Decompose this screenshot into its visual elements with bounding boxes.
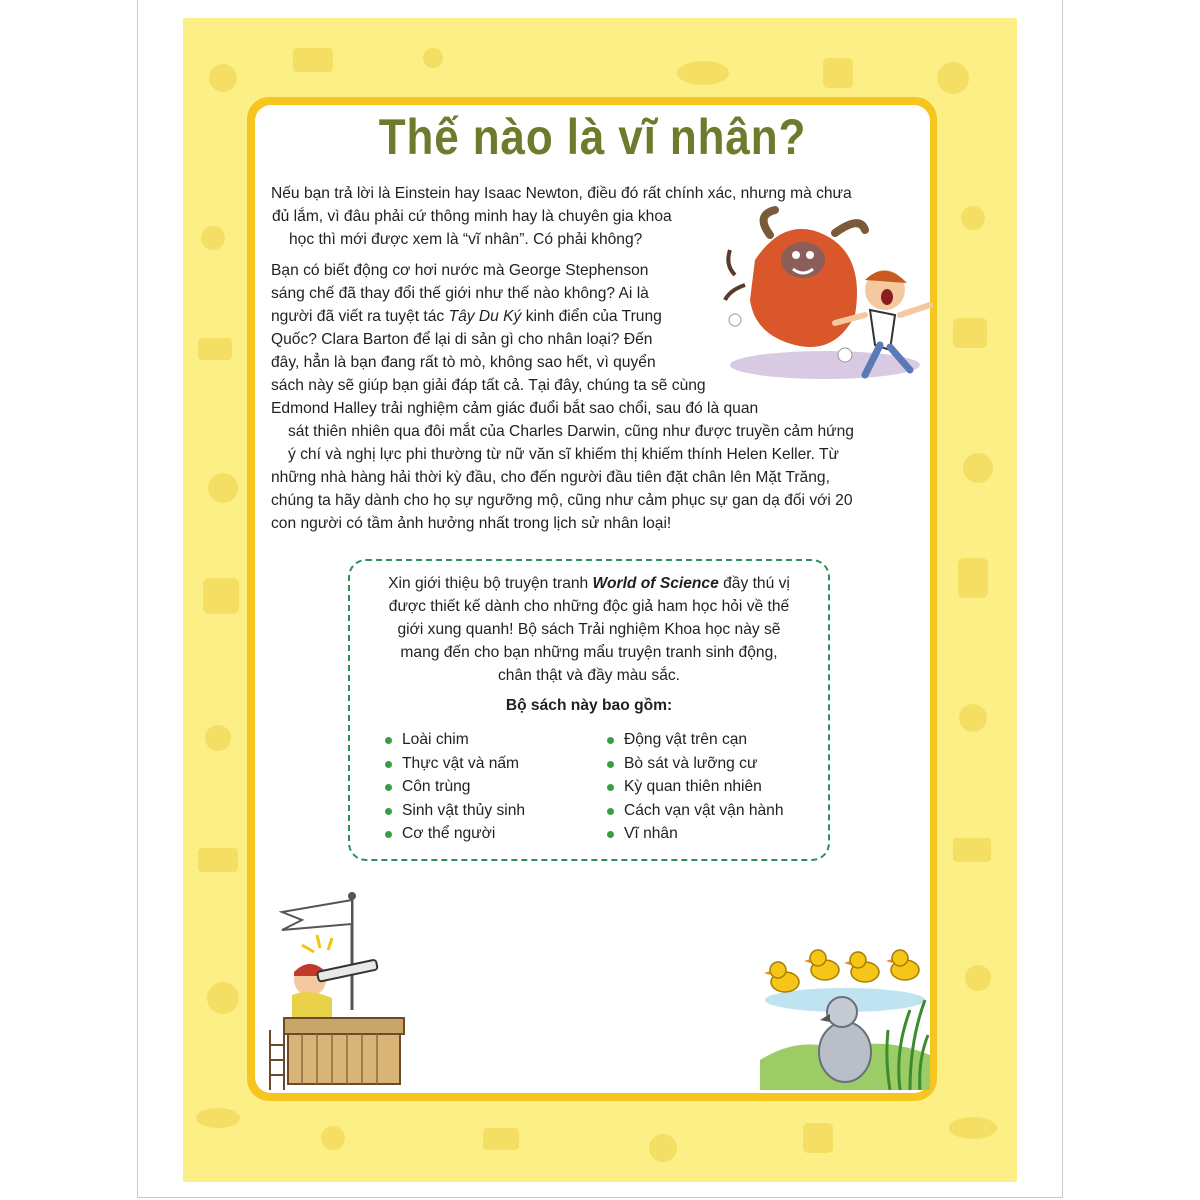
list-item-label: Vĩ nhân <box>624 825 678 842</box>
bullet-icon <box>385 831 392 838</box>
paragraph-2-line: Quốc? Clara Barton để lại di sản gì cho nhân loại? Đến <box>271 331 653 348</box>
intro-line: giới xung quanh! Bộ sách Trải nghiệm Khoa học này sẽ <box>397 621 781 638</box>
bullet-icon <box>607 737 614 744</box>
list-item-label: Bò sát và lưỡng cư <box>624 754 758 772</box>
intro-line <box>350 572 828 595</box>
paragraph-2-line: đây, hẳn là bạn đang rất tò mò, không sao hết, vì quyển <box>271 354 656 371</box>
series-list-left <box>385 728 525 846</box>
list-item <box>607 822 784 846</box>
ducklings-illustration <box>760 940 930 1090</box>
bullet-icon <box>385 808 392 815</box>
series-list-heading: Bộ sách này bao gồm: <box>505 697 673 714</box>
text-run: kinh điển của Trung <box>521 308 662 325</box>
paragraph-2-line: con người có tầm ảnh hưởng nhất trong lịch sử nhân loại! <box>271 515 672 532</box>
paragraph-1-line: đủ lắm, vì đâu phải cứ thông minh hay là chuyên gia khoa <box>272 208 672 225</box>
list-item-label: Cách vạn vật vận hành <box>624 801 784 819</box>
bullet-icon <box>385 784 392 791</box>
series-name: World of Science <box>592 575 719 592</box>
list-item-label: Thực vật và nấm <box>402 754 520 772</box>
paragraph-2-line: Bạn có biết động cơ hơi nước mà George Stephenson <box>271 262 649 279</box>
bullet-icon <box>385 737 392 744</box>
paragraph-1-line: Nếu bạn trả lời là Einstein hay Isaac Newton, điều đó rất chính xác, nhưng mà chưa <box>271 185 852 202</box>
book-title-italic: Tây Du Ký <box>448 308 522 325</box>
list-item <box>385 822 525 846</box>
monster-chasing-boy-illustration <box>715 205 940 385</box>
list-item-label: Côn trùng <box>402 778 471 795</box>
page-title: Thế nào là vĩ nhân? <box>378 109 807 165</box>
paragraph-2-line: ý chí và nghị lực phi thường từ nữ văn sĩ khiếm thị khiếm thính Helen Keller. Từ <box>288 446 839 463</box>
list-item-label: Động vật trên cạn <box>624 731 748 748</box>
series-list-right <box>607 728 784 846</box>
list-item <box>385 728 525 752</box>
lookout-telescope-illustration <box>262 890 422 1090</box>
list-item-label: Sinh vật thủy sinh <box>402 801 526 819</box>
text-run: người đã viết ra tuyệt tác <box>271 308 449 325</box>
paragraph-1-line: học thì mới được xem là “vĩ nhân”. Có phải không? <box>289 231 643 248</box>
text-run: đầy thú vị <box>718 575 790 592</box>
intro-line: được thiết kế dành cho những độc giả ham học hỏi về thế <box>388 598 790 615</box>
list-item-label: Kỳ quan thiên nhiên <box>624 778 762 795</box>
list-item <box>607 728 784 752</box>
list-item <box>385 775 525 799</box>
paragraph-2-line: sách này sẽ giúp bạn giải đáp tất cả. Tại đây, chúng ta sẽ cùng <box>271 377 706 394</box>
intro-line: mang đến cho bạn những mẩu truyện tranh sinh động, <box>400 644 778 661</box>
list-item <box>607 775 784 799</box>
list-item-label: Cơ thể người <box>402 825 496 842</box>
bullet-icon <box>607 808 614 815</box>
list-item <box>385 799 525 823</box>
paragraph-2-line: Edmond Halley trải nghiệm cảm giác đuổi bắt sao chổi, sau đó là quan <box>271 400 759 417</box>
paragraph-2-line: những nhà hàng hải thời kỳ đầu, cho đến người đầu tiên đặt chân lên Mặt Trăng, <box>271 469 830 486</box>
bullet-icon <box>607 784 614 791</box>
bullet-icon <box>607 831 614 838</box>
intro-line: chân thật và đầy màu sắc. <box>497 667 681 684</box>
paragraph-2-line: chúng ta hãy dành cho họ sự ngưỡng mộ, cũng như cảm phục sự gan dạ đối với 20 <box>271 492 853 509</box>
series-intro-text <box>350 572 828 687</box>
bullet-icon <box>385 761 392 768</box>
bullet-icon <box>607 761 614 768</box>
list-item-label: Loài chim <box>402 731 469 748</box>
paragraph-2-line: sáng chế đã thay đổi thế giới như thế nào không? Ai là <box>271 285 649 302</box>
paragraph-2-line: sát thiên nhiên qua đôi mắt của Charles Darwin, cũng như được truyền cảm hứng <box>288 423 854 440</box>
list-item <box>385 752 525 776</box>
list-item <box>607 799 784 823</box>
list-item <box>607 752 784 776</box>
text-run: Xin giới thiệu bộ truyện tranh <box>388 575 593 592</box>
